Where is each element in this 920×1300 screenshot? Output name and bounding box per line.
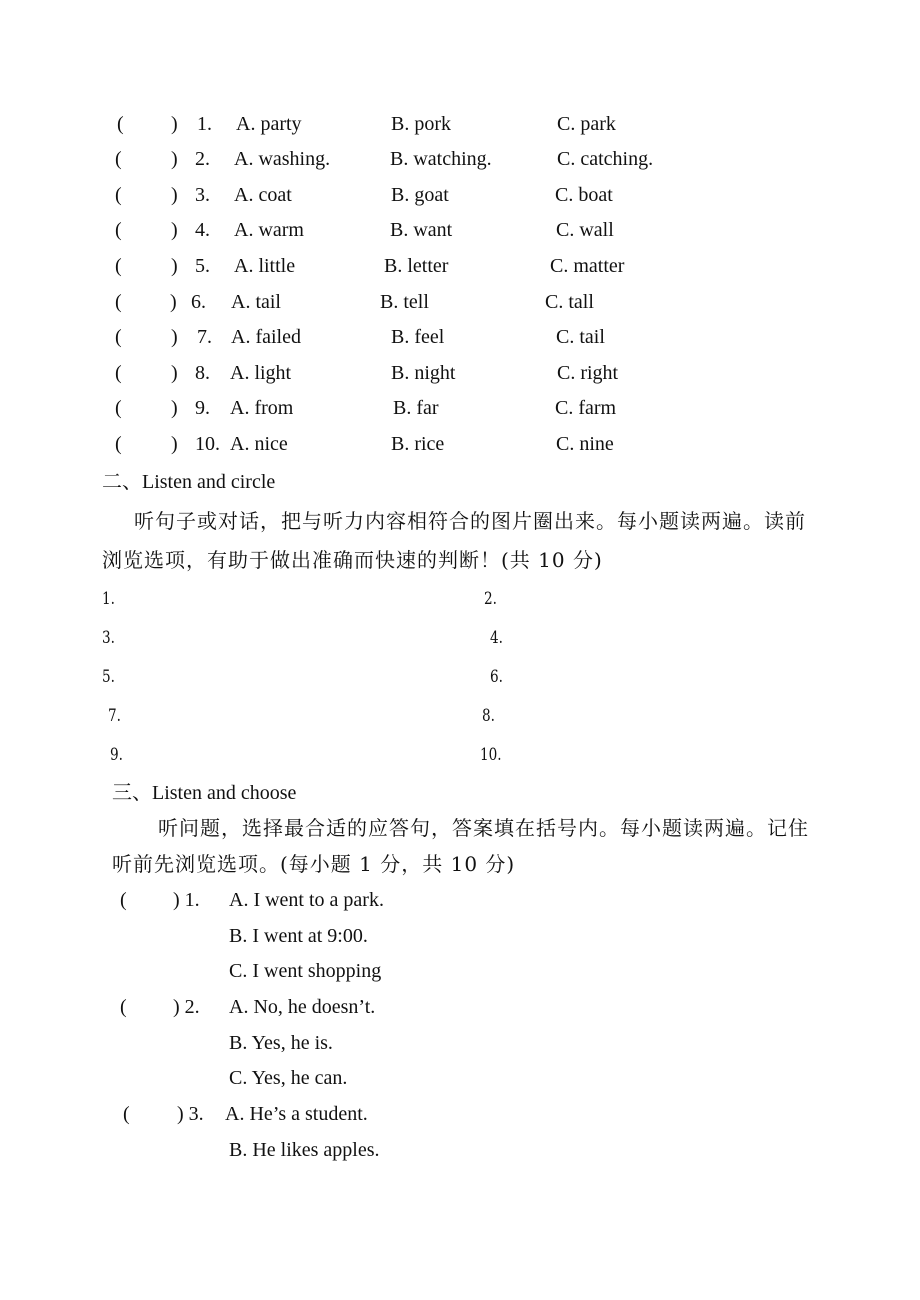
section2-instruction-cont: 浏览选项，有助于做出准确而快速的判断！(共 10 分) (102, 548, 603, 572)
picture-item-number: 2. (484, 589, 497, 609)
picture-item-number: 1. (102, 589, 115, 609)
option-a: A. light (230, 362, 292, 384)
option-c: C. I went shopping (229, 960, 382, 982)
picture-item-number: 8. (482, 706, 495, 726)
picture-item-number: 6. (490, 667, 503, 687)
answer-blank-close: ) (171, 397, 178, 419)
option-c: C. right (557, 362, 619, 384)
option-b: B. I went at 9:00. (229, 925, 368, 947)
section3-instruction: 听问题，选择最合适的应答句，答案填在括号内。每小题读两遍。记住 (158, 816, 809, 840)
option-a: A. tail (231, 291, 281, 313)
answer-blank-open[interactable]: ( (115, 219, 122, 241)
option-b: B. night (391, 362, 456, 384)
picture-item-number: 7. (108, 706, 121, 726)
answer-blank-open[interactable]: ( (115, 326, 122, 348)
question-number: 6. (191, 291, 206, 313)
option-a: A. from (230, 397, 294, 419)
option-a: A. nice (230, 433, 288, 455)
answer-blank-open[interactable]: ( (115, 291, 122, 313)
option-a: A. He’s a student. (225, 1103, 368, 1125)
answer-blank-open[interactable]: ( (120, 996, 127, 1018)
option-c: C. boat (555, 184, 613, 206)
picture-item-number: 10. (480, 745, 502, 765)
picture-item-number: 9. (110, 745, 123, 765)
option-b: B. want (390, 219, 453, 241)
section3-instruction-cont: 听前先浏览选项。(每小题 1 分，共 10 分) (112, 852, 516, 876)
answer-blank-close: ) (171, 255, 178, 277)
answer-blank-close: ) (171, 326, 178, 348)
picture-item-number: 4. (490, 628, 503, 648)
answer-blank-close: ) (171, 113, 178, 135)
option-b: B. rice (391, 433, 445, 455)
option-c: C. catching. (557, 148, 654, 170)
option-c: C. tall (545, 291, 594, 313)
option-b: B. He likes apples. (229, 1139, 380, 1161)
option-b: B. tell (380, 291, 429, 313)
option-a: A. No, he doesn’t. (229, 996, 376, 1018)
option-c: C. park (557, 113, 616, 135)
option-b: B. letter (384, 255, 449, 277)
answer-blank-open[interactable]: ( (117, 113, 124, 135)
option-a: A. warm (234, 219, 304, 241)
picture-item-number: 3. (102, 628, 115, 648)
option-a: A. failed (231, 326, 301, 348)
answer-blank-close: ) (170, 291, 177, 313)
option-a: A. washing. (234, 148, 331, 170)
answer-blank-close: ) (171, 148, 178, 170)
question-number: ) 1. (173, 889, 200, 911)
answer-blank-open[interactable]: ( (115, 184, 122, 206)
answer-blank-open[interactable]: ( (115, 433, 122, 455)
option-b: B. pork (391, 113, 451, 135)
answer-blank-open[interactable]: ( (123, 1103, 130, 1125)
question-number: 10. (195, 433, 220, 455)
option-c: C. farm (555, 397, 617, 419)
answer-blank-close: ) (171, 219, 178, 241)
answer-blank-close: ) (171, 433, 178, 455)
answer-blank-close: ) (171, 362, 178, 384)
section3-heading: 三、Listen and choose (112, 782, 297, 804)
option-a: A. little (234, 255, 296, 277)
question-number: 9. (195, 397, 210, 419)
answer-blank-close: ) (171, 184, 178, 206)
answer-blank-open[interactable]: ( (115, 397, 122, 419)
answer-blank-open[interactable]: ( (115, 255, 122, 277)
option-b: B. feel (391, 326, 445, 348)
option-a: A. I went to a park. (229, 889, 384, 911)
question-number: 5. (195, 255, 210, 277)
question-number: 1. (197, 113, 212, 135)
option-c: C. matter (550, 255, 625, 277)
question-number: ) 3. (177, 1103, 204, 1125)
question-number: 2. (195, 148, 210, 170)
answer-blank-open[interactable]: ( (115, 362, 122, 384)
question-number: 3. (195, 184, 210, 206)
question-number: 7. (197, 326, 212, 348)
option-c: C. wall (556, 219, 614, 241)
option-a: A. party (236, 113, 302, 135)
question-number: 4. (195, 219, 210, 241)
picture-item-number: 5. (102, 667, 115, 687)
option-c: C. nine (556, 433, 614, 455)
answer-blank-open[interactable]: ( (115, 148, 122, 170)
question-number: 8. (195, 362, 210, 384)
option-c: C. tail (556, 326, 605, 348)
answer-blank-open[interactable]: ( (120, 889, 127, 911)
section2-instruction: 听句子或对话，把与听力内容相符合的图片圈出来。每小题读两遍。读前 (134, 509, 806, 533)
option-b: B. goat (391, 184, 449, 206)
option-c: C. Yes, he can. (229, 1067, 348, 1089)
section2-heading: 二、Listen and circle (102, 471, 276, 493)
option-b: B. far (393, 397, 439, 419)
option-b: B. Yes, he is. (229, 1032, 333, 1054)
option-b: B. watching. (390, 148, 492, 170)
option-a: A. coat (234, 184, 292, 206)
question-number: ) 2. (173, 996, 200, 1018)
